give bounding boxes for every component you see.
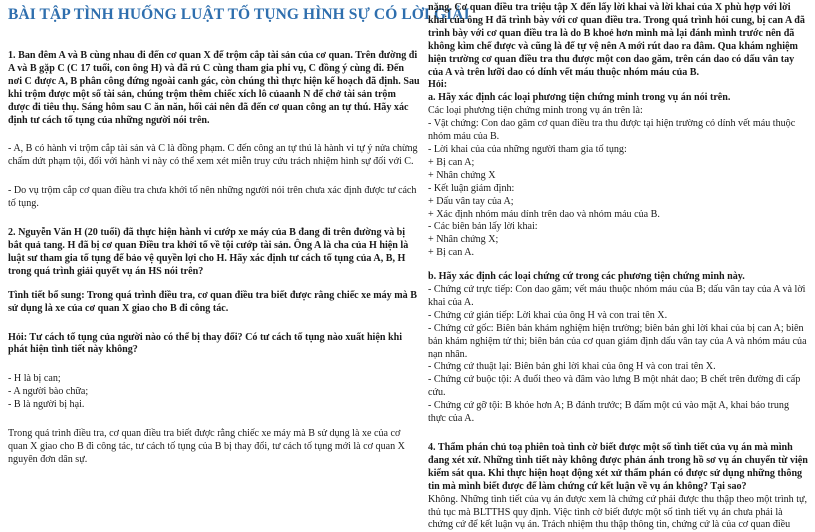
answer-3a-line: + Nhân chứng X;: [428, 234, 499, 246]
answer-3a-line: - Lời khai của của những người tham gia tố tụng:: [428, 143, 627, 155]
answer-2-item: - H là bị can;: [8, 373, 61, 385]
answer-3a-line: + Bị can A.: [428, 247, 475, 259]
answer-3a-line: Các loại phương tiện chứng minh trong vụ án trên là:: [428, 105, 643, 117]
question-3a: a. Hãy xác định các loại phương tiện chứng minh trong vụ án nói trên.: [428, 92, 731, 104]
answer-3b-line: - Chứng cứ buộc tội: A đuổi theo và đâm vào lưng B một nhát dao; B chết trên đường đi cấp cứu.: [428, 374, 801, 399]
question-2-ask: Hỏi: Tư cách tố tụng của người nào có thể bị thay đổi? Có tư cách tố tụng nào xuất hiện khi phát hiện tình tiết này không?: [8, 331, 403, 356]
answer-3a-line: - Các biên bản lấy lời khai:: [428, 221, 538, 233]
answer-3a-line: + Bị can A;: [428, 156, 475, 168]
right-column: [428, 2, 808, 532]
answer-2-conclusion: Trong quá trình điều tra, cơ quan điều tra biết được rằng chiếc xe máy mà B sử dụng là xe của cơ quan X giao cho B đi công tác, tư cách tố tụng của B bị thay đổi, tư cách tố tụng mới là cơ quan X nguyên đơn dân sự.: [8, 428, 405, 465]
question-4: 4. Thẩm phán chủ toạ phiên toà tình cờ biết được một số tình tiết của vụ án mà mình đang xét xử. Những tình tiết này không được phản ánh trong hồ sơ vụ án chuyển từ viện kiểm sát qua. Khi thực hiện hoạt động xét xử thẩm phán có được sử dụng những thông tin mà mình biết được để làm chứng cứ kết luận về vụ án không? Tại sao?: [428, 442, 808, 492]
ask-label: Hỏi:: [428, 79, 448, 91]
answer-1b: - Do vụ trộm cắp cơ quan điều tra chưa khởi tố nên những người nói trên chưa xác định được tư cách tố tụng.: [8, 185, 417, 210]
answer-3a-line: + Dấu vân tay của A;: [428, 195, 514, 207]
answer-3b-line: - Chứng cứ gốc: Biên bản khám nghiệm hiện trường; biên bản ghi lời khai của bị can A; biên bản khám nghiệm tử thi; biên bản của cơ quan giám định dấu vân tay của A và nhóm máu của nạn nhân.: [428, 322, 807, 360]
answer-3b-line: - Chứng cứ gỡ tội: B khỏe hơn A; B đánh trước; B đấm một cú vào mặt A, khai báo trung thực của A.: [428, 400, 789, 425]
question-3-continued: nặng. Cơ quan điều tra triệu tập X đến lấy lời khai và lời khai của X phù hợp với lời khai của ông H đã trình bày với cơ quan điều tra. Trong quá trình hỏi cung, bị can A đã trình bày với cơ quan điều tra là do B khoẻ hơn mình mà lại đánh mình trước nên đã không kìm chế được và cũng là để tự vệ nên A mới rút dao ra đâm. Qua khám nghiệm hiện trường cơ quan điều tra thu được một con dao găm, trên cán dao có dấu vân tay của A và trên lưỡi dao có dính vết máu thuộc nhóm máu của B.: [428, 2, 805, 78]
question-2-supplement: Tình tiết bổ sung: Trong quá trình điều tra, cơ quan điều tra biết được rằng chiếc xe máy mà B sử dụng là xe của cơ quan X giao cho B đi công tác.: [8, 289, 417, 314]
answer-2-item: - B là người bị hại.: [8, 399, 85, 411]
answer-3b-line: - Chứng cứ thuật lại: Biên bản ghi lời khai của ông H và con trai tên X.: [428, 361, 716, 373]
answer-2-item: - A người bào chữa;: [8, 386, 89, 398]
question-2: 2. Nguyễn Văn H (20 tuổi) đã thực hiện hành vi cướp xe máy của B đang đi trên đường và bị bắt quả tang. H đã bị cơ quan Điều tra khởi tố về tội cướp tài sản. Ông A là cha của H hiện là luật sư tham gia tố tụng để bảo vệ quyền lợi cho H. Hãy xác định tư cách tố tụng của A, B, H trong quá trình giải quyết vụ án HS nói trên?: [8, 227, 409, 277]
answer-3b-line: - Chứng cứ trực tiếp: Con dao găm; vết máu thuộc nhóm máu của B; dấu vân tay của A và lời khai của A.: [428, 284, 806, 308]
answer-1a: - A, B có hành vi trộm cắp tài sản và C là đồng phạm. C đến công an tự thú là hành vi tự ý nửa chừng chấm dứt phạm tội, đối với hành vi này có thể xem xét miễn truy cứu trách nhiệm hình sự đối với C.: [8, 143, 418, 168]
answer-3a-line: - Kết luận giám định:: [428, 182, 515, 194]
page-title: BÀI TẬP TÌNH HUỐNG LUẬT TỐ TỤNG HÌNH SỰ CÓ LỜI GIẢI: [8, 6, 470, 23]
answer-3a-line: - Vật chứng: Con dao găm cơ quan điều tra thu được tại hiện trường có dính vết máu thuộc nhóm máu của B.: [428, 118, 796, 143]
answer-3a-line: + Xác định nhóm máu dính trên dao và nhóm máu của B.: [428, 208, 660, 220]
question-1: 1. Ban đêm A và B cùng nhau đi đến cơ quan X để trộm cắp tài sản của cơ quan. Trên đường đi A và B gặp C (C 17 tuổi, con ông H) và đã rủ C cùng tham gia phi vụ, C đồng ý cùng đi. Đến nơi C được A, B phân công đứng ngoài canh gác, còn chúng thì thực hiện kế hoạch đã định. Sau khi trộm được một số tài sản, chúng trộm thêm chiếc xích lô củaanh N để chở tài sản trộm được đi tiêu thụ. Sáng hôm sau C ăn năn, hối cải nên đã đến cơ quan công an tự thú. Hãy xác định tư cách tố tụng của những người nói trên.: [8, 50, 420, 126]
answer-3b-line: - Chứng cứ gián tiếp: Lời khai của ông H và con trai tên X.: [428, 309, 668, 321]
answer-3a-line: + Nhân chứng X: [428, 169, 496, 181]
left-column: [8, 50, 420, 467]
answer-4: Không. Những tình tiết của vụ án được xem là chứng cứ phải được thu thập theo một trình tự, thủ tục mà BLTTHS quy định. Việc tình cờ biết được một số tình tiết vụ án chưa phải là chứng cứ để kết luận vụ án. Trách nhiệm thu thập thông tin, chứng cứ là của cơ quan điều: [428, 493, 808, 531]
question-3b: b. Hãy xác định các loại chứng cứ trong các phương tiện chứng minh này.: [428, 271, 745, 283]
